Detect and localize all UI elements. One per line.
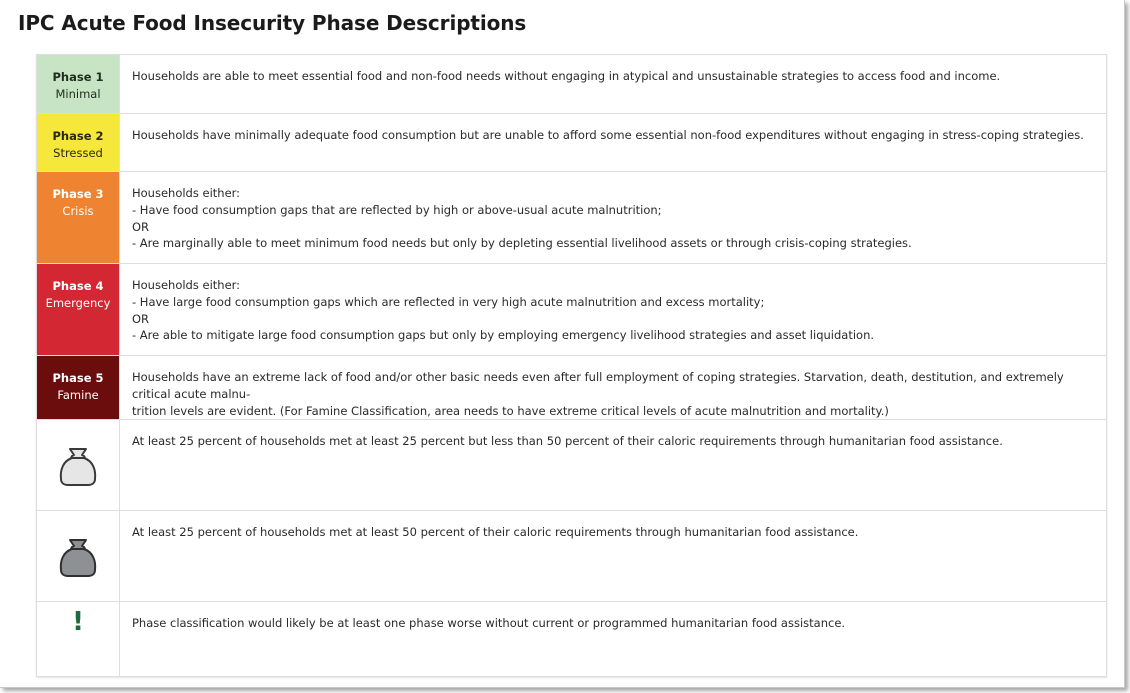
table-row-phase-5 [37, 356, 1107, 420]
phase-label: Phase 4 [52, 279, 104, 293]
phase-name: Famine [57, 388, 99, 402]
phase-3-description [120, 172, 1107, 264]
table-row-assistance-dark [37, 511, 1107, 602]
assistance-icon-cell [37, 602, 120, 677]
page-title: IPC Acute Food Insecurity Phase Descriptions [18, 11, 527, 35]
assistance-icon-cell [37, 511, 120, 602]
exclamation-icon: ! [72, 607, 84, 638]
phase-name: Minimal [55, 87, 101, 101]
phase-2-key [37, 114, 120, 172]
description-line: Households either: [132, 278, 241, 292]
description-line: OR [132, 311, 150, 326]
phase-2-description [120, 114, 1107, 172]
description-line: - Have food consumption gaps that are reflected by high or above-usual acute malnutrition; [132, 202, 662, 217]
description-line: Households have an extreme lack of food and/or other basic needs even after full employment of coping strategies. Starvation, death, destitution, and extremely critical acute malnu- [132, 370, 1064, 401]
description-line: Households are able to meet essential food and non-food needs without engaging in atypical and unsustainable strategies to access food and income. [132, 69, 1001, 83]
table-row-phase-4 [37, 264, 1107, 356]
description-line: Households have minimally adequate food consumption but are unable to afford some essential non-food expenditures without engaging in stress-coping strategies. [132, 128, 1084, 142]
phase-4-key [37, 264, 120, 356]
phase-label: Phase 3 [52, 187, 104, 201]
description-line: trition levels are evident. (For Famine Classification, area needs to have extreme critical levels of acute malnutrition and mortality.) [132, 403, 889, 418]
assistance-description [120, 511, 1107, 602]
food-sack-dark-icon [58, 537, 98, 579]
phase-name: Crisis [62, 204, 94, 218]
phase-label: Phase 2 [52, 129, 104, 143]
description-line: - Are marginally able to meet minimum food needs but only by depleting essential livelihood assets or through crisis-coping strategies. [132, 236, 912, 251]
phase-1-key [37, 55, 120, 114]
assistance-description [120, 602, 1107, 677]
description-line: Phase classification would likely be at least one phase worse without current or programmed humanitarian food assistance. [132, 616, 846, 631]
description-line: At least 25 percent of households met at least 25 percent but less than 50 percent of their caloric requirements through humanitarian food assistance. [132, 434, 1003, 449]
table-row-assistance-light [37, 420, 1107, 511]
food-sack-light-icon [58, 446, 98, 488]
description-line: Households either: [132, 186, 241, 200]
phase-label: Phase 1 [52, 70, 104, 84]
phase-name: Stressed [53, 146, 103, 160]
table-row-phase-2 [37, 114, 1107, 172]
assistance-description [120, 420, 1107, 511]
assistance-icon-cell [37, 420, 120, 511]
description-line: At least 25 percent of households met at least 50 percent of their caloric requirements through humanitarian food assistance. [132, 525, 859, 540]
phase-5-description [120, 356, 1107, 420]
table-row-phase-1 [37, 55, 1107, 114]
description-line: OR [132, 219, 150, 234]
phase-1-description [120, 55, 1107, 114]
phase-4-description [120, 264, 1107, 356]
phase-name: Emergency [45, 296, 111, 310]
table-row-assistance-exclamation [37, 602, 1107, 677]
phase-3-key [37, 172, 120, 264]
description-line: - Are able to mitigate large food consumption gaps but only by employing emergency livelihood strategies and asset liquidation. [132, 328, 875, 343]
phase-5-key [37, 356, 120, 420]
phase-label: Phase 5 [52, 371, 104, 385]
description-line: - Have large food consumption gaps which are reflected in very high acute malnutrition and excess mortality; [132, 294, 765, 309]
phase-table [36, 54, 1107, 677]
table-row-phase-3 [37, 172, 1107, 264]
